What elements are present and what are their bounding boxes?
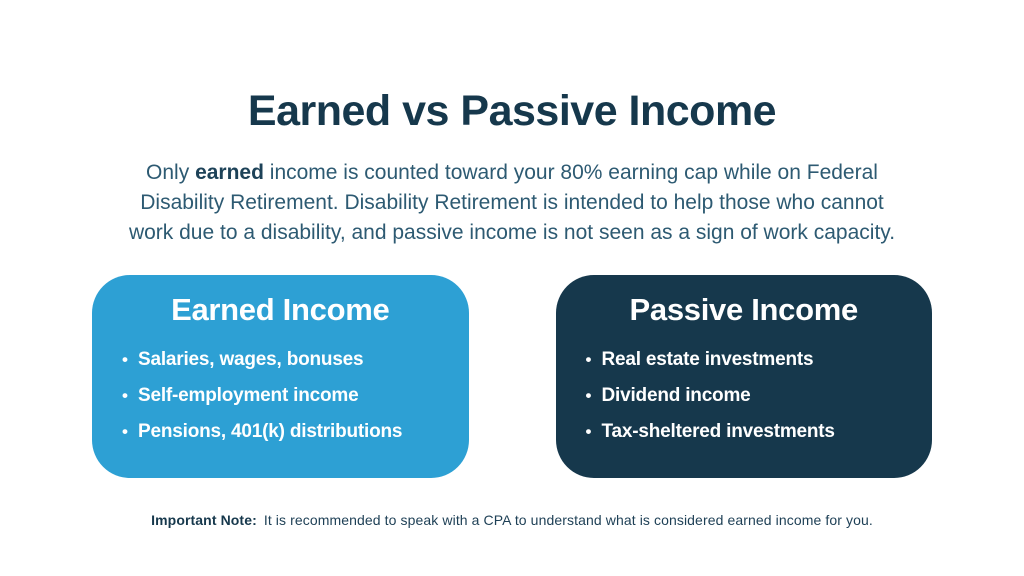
intro-line-1 [0,158,1024,188]
passive-income-card-title: Passive Income [629,292,858,327]
earned-income-card [92,275,469,478]
income-cards-row [92,275,932,478]
earned-income-card-title: Earned Income [171,292,390,327]
passive-income-list [556,349,933,443]
earned-income-list [92,349,469,443]
bullet-icon: • [585,386,592,405]
list-item-label: Salaries, wages, bonuses [138,349,364,370]
list-item-label: Tax-sheltered investments [601,421,835,442]
important-note-text: It is recommended to speak with a CPA to understand what is considered earned income for you. [259,512,873,528]
intro-line-1-post: income is counted toward your 80% earning cap while on Federal [263,161,878,184]
list-item [122,421,459,443]
list-item [122,349,459,371]
list-item [122,385,459,407]
bullet-icon: • [585,350,592,369]
list-item-label: Dividend income [601,385,751,406]
list-item-label: Self-employment income [138,385,359,406]
intro-line-1-pre: Only [146,161,196,184]
intro-paragraph [0,158,1024,248]
bullet-icon: • [122,350,128,369]
intro-line-2: Disability Retirement. Disability Retirement is intended to help those who cannot [140,191,884,214]
bullet-icon: • [122,386,128,405]
page-title: Earned vs Passive Income [247,87,777,135]
bullet-icon: • [585,422,592,441]
important-note-label: Important Note: [151,512,257,528]
list-item-label: Real estate investments [601,349,814,370]
list-item [586,421,923,443]
passive-income-card [556,275,933,478]
important-note [0,512,1024,529]
bullet-icon: • [122,422,128,441]
list-item-label: Pensions, 401(k) distributions [138,421,403,442]
intro-earned-bold: earned [195,161,264,184]
list-item [586,385,923,407]
list-item [586,349,923,371]
intro-line-3: work due to a disability, and passive income is not seen as a sign of work capacity. [128,221,896,244]
